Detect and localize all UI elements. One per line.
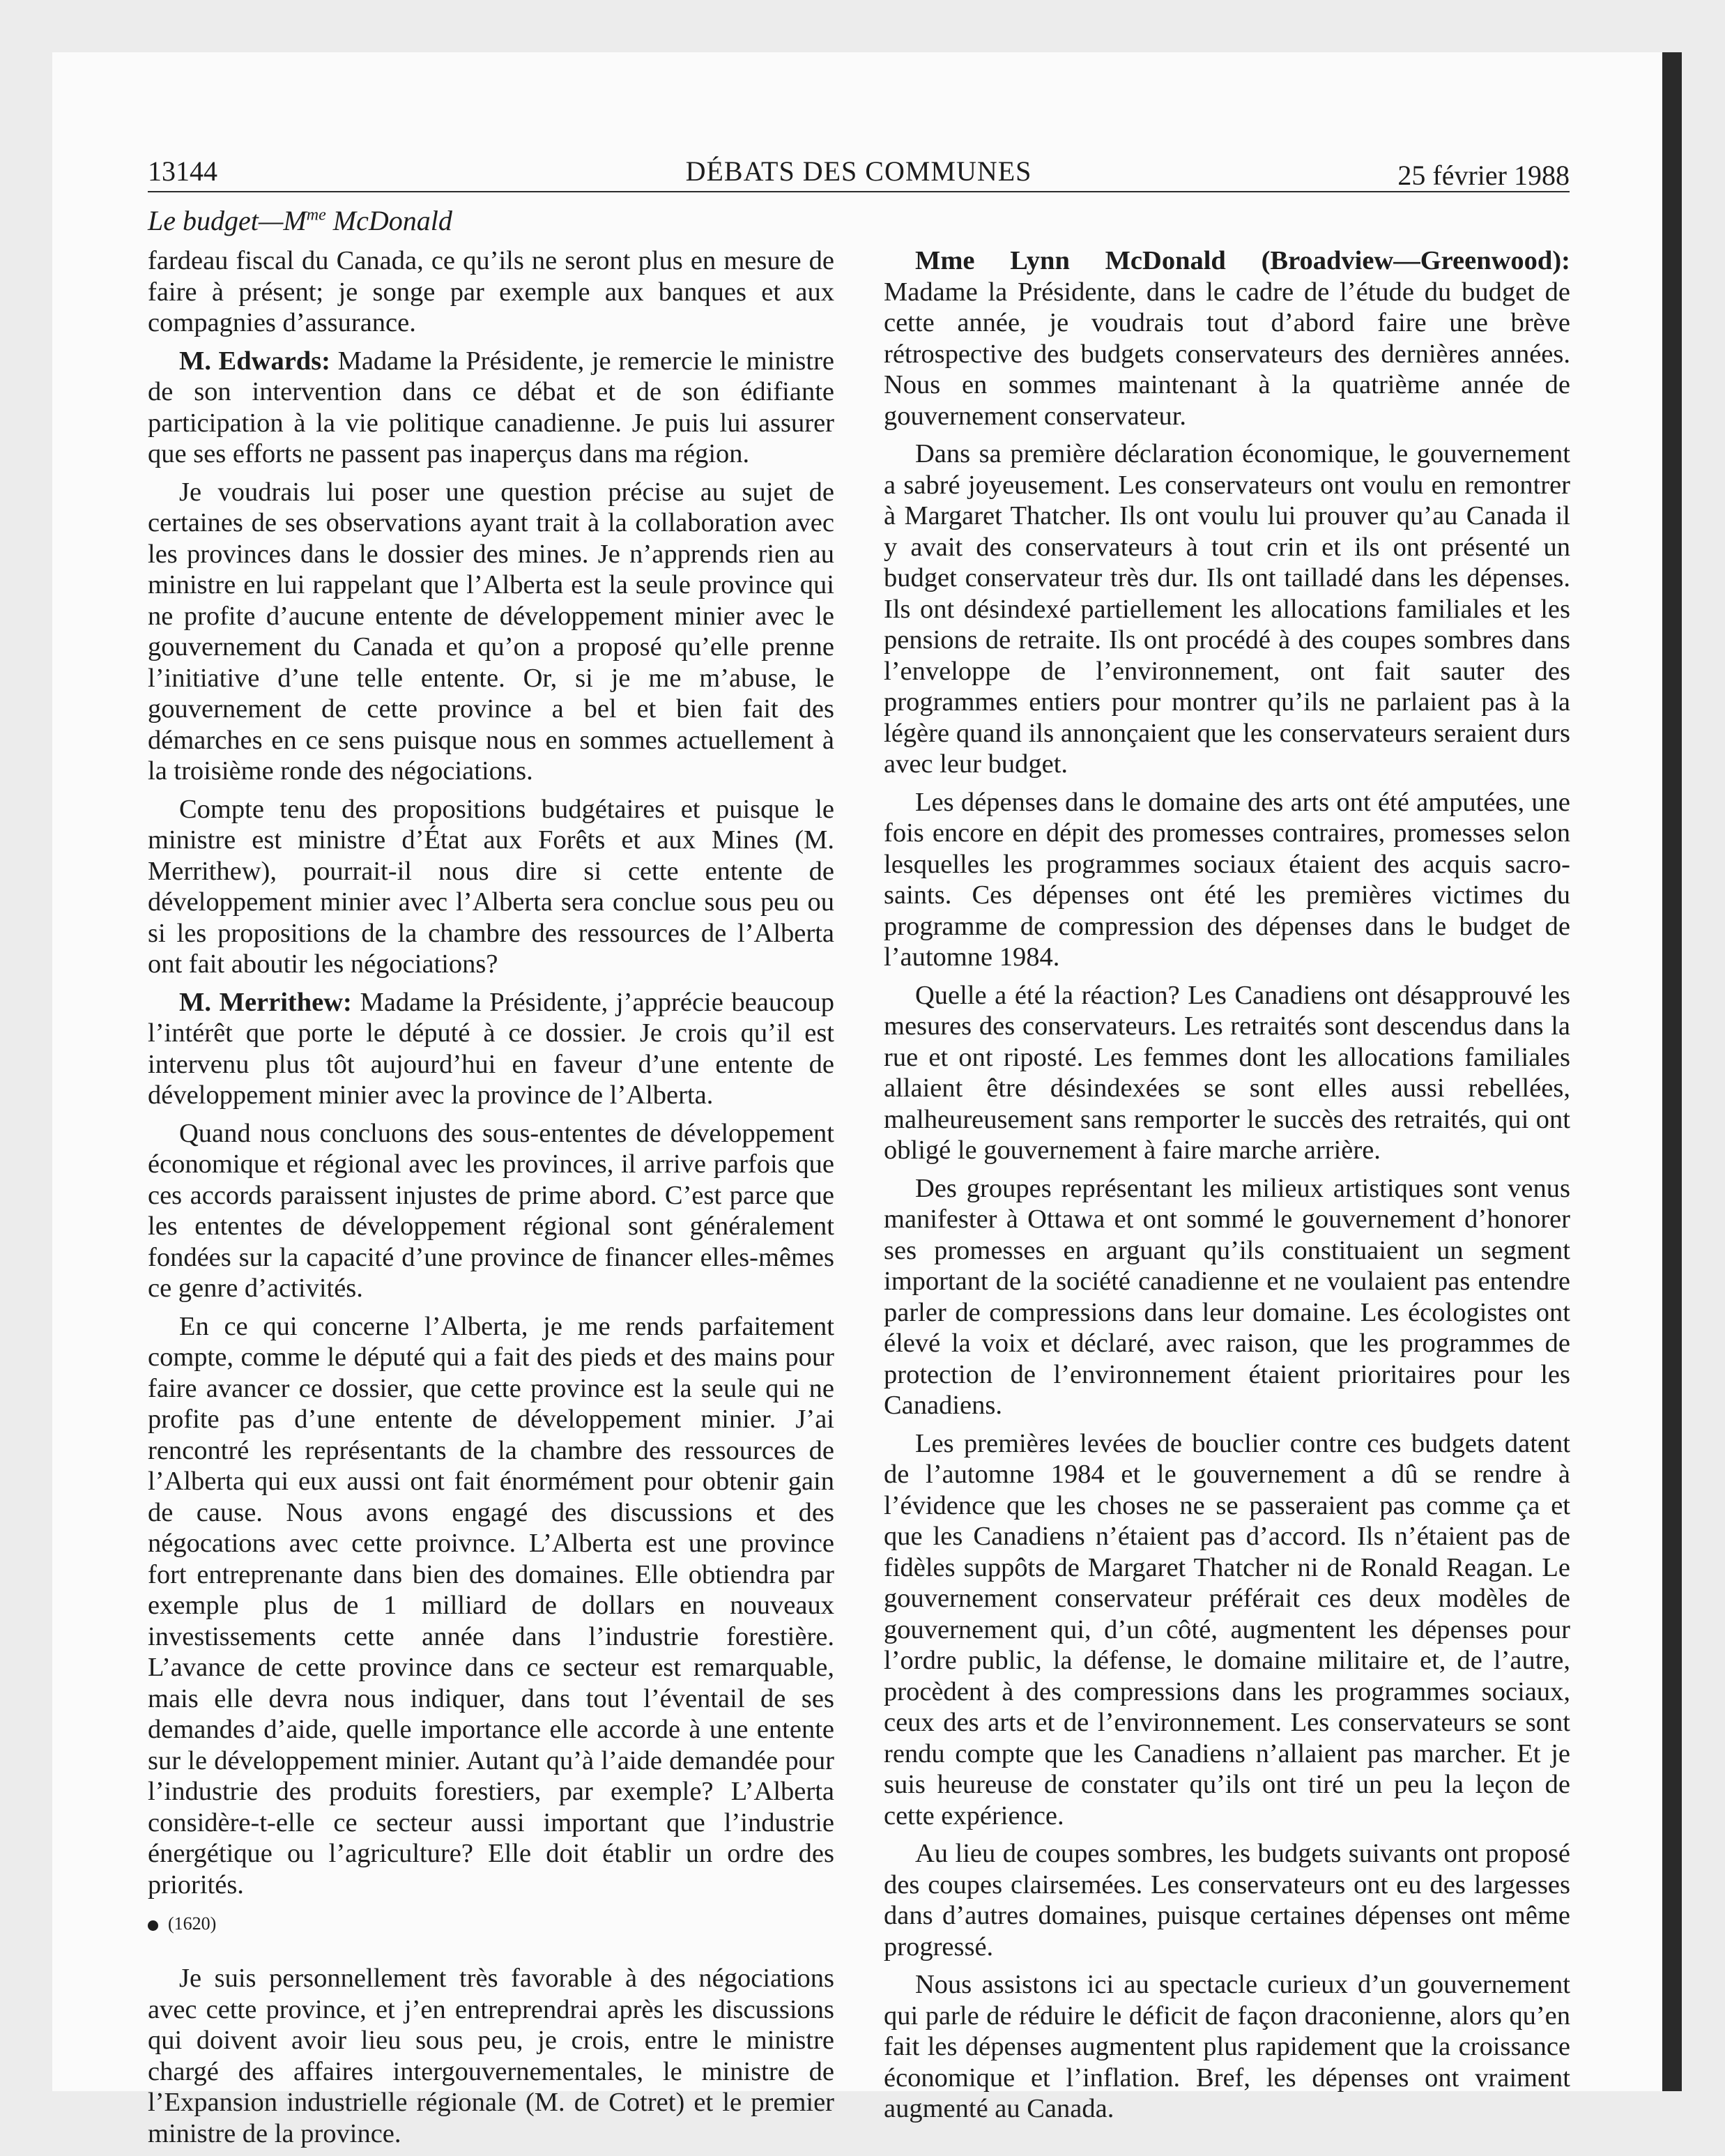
paragraph: Je suis personnellement très favorable à des négociations avec cette province, et j’en entreprendrai après les discussions qui doivent avoir lieu sous peu, je crois, entre le ministre chargé des affaires intergouvernementales, le ministre de l’Expansion industrielle régionale (M. de Cotret) et le premier ministre de la province. xyxy=(148,1964,834,2148)
subhead-suffix: McDonald xyxy=(325,205,452,236)
page-number: 13144 xyxy=(148,155,217,187)
paragraph: fardeau fiscal du Canada, ce qu’ils ne seront plus en mesure de faire à présent; je songe par exemple aux banques et aux compagnies d’assurance. xyxy=(148,246,834,337)
speech-text: Madame la Présidente, je remercie le ministre de son intervention dans ce débat et de son édifiante participation à la vie politique canadienne. Je puis lui assurer que ses efforts ne passent pas inaperçus dans ma région. xyxy=(148,346,834,468)
paragraph: Quand nous concluons des sous-ententes de développement économique et régional avec les provinces, il arrive parfois que ces accords paraissent injustes de prime abord. C’est parce que les ententes de développement régional sont généralement fondées sur la capacité d’une province de financer elles-mêmes ce genre d’activités. xyxy=(148,1118,834,1303)
subhead-superscript: me xyxy=(306,206,326,224)
paragraph xyxy=(884,245,1570,431)
section-subhead xyxy=(148,204,1124,238)
publication-title: DÉBATS DES COMMUNES xyxy=(685,155,1032,187)
paragraph: Dans sa première déclaration économique, le gouvernement a sabré joyeusement. Les conservateurs ont voulu en remontrer à Margaret Thatcher. Ils ont voulu lui prouver qu’au Canada il y avait des conservateurs à tout crin et ils ont présenté un budget conservateur très dur. Ils ont tailladé dans les dépenses. Ils ont désindexé partiellement les allocations familiales et les pensions de retraite. Ils ont procédé à des coupes sombres dans l’enveloppe de l’environnement, ont fait sauter des programmes entiers pour montrer qu’ils ne parlaient pas à la légère quand ils annonçaient que les conservateurs seraient durs avec leur budget. xyxy=(884,439,1570,779)
paragraph xyxy=(148,346,834,470)
time-marker-text: (1620) xyxy=(168,1913,217,1934)
subhead-prefix: Le budget—M xyxy=(148,205,307,236)
paragraph: Compte tenu des propositions budgétaires et puisque le ministre est ministre d’État aux Forêts et aux Mines (M. Merrithew), pourrait-il nous dire si cette entente de développement minier avec l’Alberta sera conclue sous peu ou si les propositions de la chambre des ressources de l’Alberta ont fait aboutir les négociations? xyxy=(148,794,834,979)
paragraph: Quelle a été la réaction? Les Canadiens ont désapprouvé les mesures des conservateurs. Les retraités sont descendus dans la rue et ont riposté. Les femmes dont les allocations familiales allaient être désindexées se sont elles aussi rebellées, malheureusement sans remporter le succès des retraités, qui ont obligé le gouvernement à faire marche arrière. xyxy=(884,980,1570,1165)
right-column xyxy=(884,245,1570,2132)
header-rule xyxy=(148,191,1570,192)
paragraph: En ce qui concerne l’Alberta, je me rends parfaitement compte, comme le député qui a fait des pieds et des mains pour faire avancer ce dossier, que cette province est la seule qui ne profite pas d’une entente de développement minier. J’ai rencontré les représentants de la chambre des ressources de l’Alberta qui eux aussi ont fait énormément pour obtenir gain de cause. Nous avons engagé des discussions et des négocations avec cette proivnce. L’Alberta est une province fort entreprenante dans bien des domaines. Elle obtiendra par exemple plus de 1 milliard de dollars en nouveaux investissements cette année dans l’industrie forestière. L’avance de cette province dans ce secteur est remarquable, mais elle devra nous indiquer, dans tout l’éventail de ses demandes d’aide, quelle importance elle accorde à une entente sur le développement minier. Autant qu’à l’aide demandée pour l’industrie des produits forestiers, par exemple? L’Alberta considère-t-elle ce secteur aussi important que l’industrie énergétique ou l’agriculture? Elle doit établir un ordre des priorités. xyxy=(148,1311,834,1899)
paragraph: Nous assistons ici au spectacle curieux d’un gouvernement qui parle de réduire le déficit de façon draconienne, alors qu’en fait les dépenses augmentent plus rapidement que la croissance économique et l’inflation. Bref, les dépenses ont vraiment augmenté au Canada. xyxy=(884,1970,1570,2123)
paragraph: Les premières levées de bouclier contre ces budgets datent de l’automne 1984 et le gouvernement a dû se rendre à l’évidence que les choses ne se passeraient pas comme ça et que les Canadiens n’étaient pas d’accord. Ils n’étaient pas de fidèles suppôts de Margaret Thatcher ni de Ronald Reagan. Le gouvernement conservateur préférait ces deux modèles de gouvernement qui, d’un côté, augmentent les dépenses pour l’ordre public, la défense, le domaine militaire et, de l’autre, procèdent à des compressions dans les programmes sociaux, ceux des arts et de l’environnement. Les conservateurs se sont rendu compte que les Canadiens n’allaient pas marcher. Et je suis heureuse de constater qu’ils ont tiré un peu la leçon de cette expérience. xyxy=(884,1428,1570,1830)
time-marker xyxy=(148,1910,834,1938)
speech-text: Madame la Présidente, j’apprécie beaucoup l’intérêt que porte le député à ce dossier. Je crois qu’il est intervenu plus tôt aujourd’hui en faveur d’une entente de développement minier avec la province de l’Alberta. xyxy=(148,987,834,1110)
speaker-name: M. Merrithew: xyxy=(179,987,352,1017)
paragraph: Les dépenses dans le domaine des arts ont été amputées, une fois encore en dépit des promesses contraires, promesses selon lesquelles les programmes sociaux étaient des acquis sacro-saints. Ces dépenses ont été les premières victimes du programme de compression des dépenses dans le budget de l’automne 1984. xyxy=(884,787,1570,972)
paragraph xyxy=(148,987,834,1111)
paragraph: Je voudrais lui poser une question précise au sujet de certaines de ses observations ayant trait à la collaboration avec les provinces dans le dossier des mines. Je n’apprends rien au ministre en lui rappelant que l’Alberta est la seule province qui ne profite d’aucune entente de développement minier avec le gouvernement du Canada et qu’on a proposé qu’elle prenne l’initiative d’une telle entente. Or, si je me m’abuse, le gouvernement de cette province a bel et bien fait des démarches en ce sens puisque nous en sommes actuellement à la troisième ronde des négociations. xyxy=(148,477,834,786)
speech-text: Madame la Présidente, dans le cadre de l’étude du budget de cette année, je voudrais tout d’abord faire une brève rétrospective des budgets conservateurs des dernières années. Nous en sommes maintenant à la quatrième année de gouvernement conservateur. xyxy=(884,277,1570,431)
bullet-dot-icon xyxy=(148,1920,158,1931)
page-header xyxy=(148,155,1570,191)
paragraph: Au lieu de coupes sombres, les budgets suivants ont proposé des coupes clairsemées. Les conservateurs ont eu des largesses dans d’autres domaines, puisque certaines dépenses ont même progressé. xyxy=(884,1839,1570,1962)
speaker-name: Mme Lynn McDonald (Broadview—Greenwood): xyxy=(915,246,1570,275)
scan-edge-bar xyxy=(1662,52,1682,2091)
issue-date: 25 février 1988 xyxy=(1397,160,1570,191)
speaker-name: M. Edwards: xyxy=(179,346,330,376)
paragraph: Des groupes représentant les milieux artistiques sont venus manifester à Ottawa et ont sommé le gouvernement d’honorer ses promesses en arguant qu’ils constituaient un segment important de la société canadienne et ne voulaient pas entendre parler de compressions dans leur domaine. Les écologistes ont élevé la voix et déclaré, avec raison, que les programmes de protection de l’environnement étaient prioritaires pour les Canadiens. xyxy=(884,1173,1570,1420)
left-column xyxy=(148,245,834,2156)
